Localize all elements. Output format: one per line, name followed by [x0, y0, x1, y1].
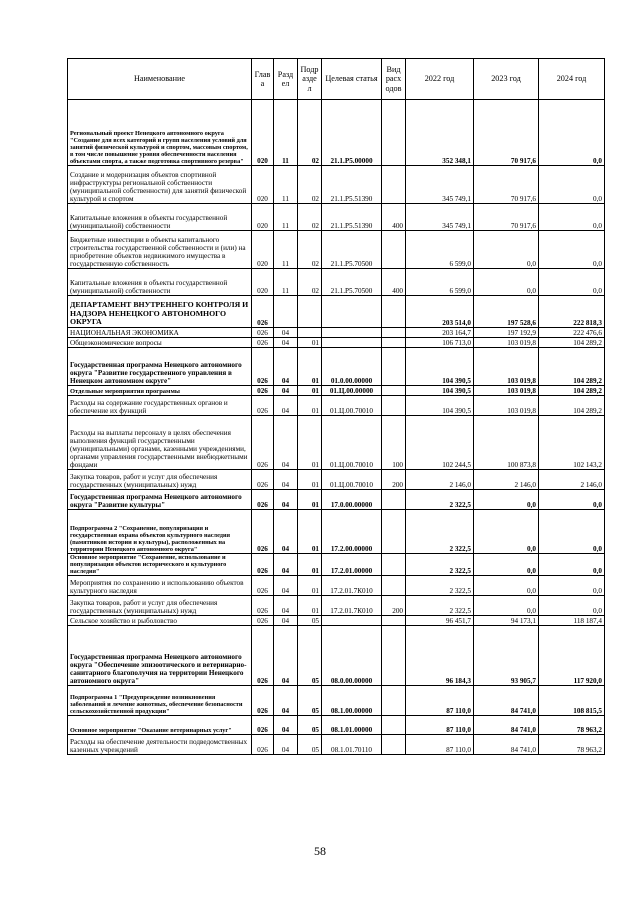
- row-2022: 87 110,0: [406, 686, 474, 716]
- table-row: [68, 616, 605, 626]
- row-section: 04: [274, 386, 298, 396]
- header-name: Наименование: [68, 59, 252, 100]
- table-row: [68, 686, 605, 716]
- row-section: 11: [274, 269, 298, 296]
- row-name: Капитальные вложения в объекты государственной (муниципальной) собственности: [68, 204, 252, 231]
- table-row: [68, 735, 605, 755]
- row-2024: 0,0: [539, 490, 605, 510]
- row-2023: 70 917,6: [474, 100, 539, 166]
- row-name: Основное мероприятие "Оказание ветеринарных услуг": [68, 716, 252, 735]
- row-type: [382, 490, 406, 510]
- row-subsection: 01: [298, 554, 322, 576]
- row-name: Региональный проект Ненецкого автономного округа "Создание для всех категорий и групп населения условий для занятий физической культурой и спортом, массовым спортом, в том числе повышение уровня обеспеченности населения объектами спорта, а также подготовка спортивного резерва": [68, 100, 252, 166]
- row-type: [382, 735, 406, 755]
- row-target: 08.1.00.00000: [322, 686, 382, 716]
- row-2024: 78 963,2: [539, 716, 605, 735]
- row-type: [382, 231, 406, 269]
- row-2023: 70 917,6: [474, 166, 539, 204]
- row-2022: 87 110,0: [406, 716, 474, 735]
- row-subsection: 01: [298, 338, 322, 348]
- row-subsection: 02: [298, 204, 322, 231]
- row-target: 01.Ц.00.00000: [322, 386, 382, 396]
- row-2023: 0,0: [474, 231, 539, 269]
- row-2024: 104 289,2: [539, 348, 605, 386]
- row-chapter: 020: [252, 204, 274, 231]
- table-row: [68, 626, 605, 686]
- row-2024: 117 920,0: [539, 626, 605, 686]
- row-chapter: 020: [252, 231, 274, 269]
- row-chapter: 026: [252, 686, 274, 716]
- row-target: 17.2.01.7К010: [322, 596, 382, 616]
- row-target: 17.2.00.00000: [322, 510, 382, 554]
- row-subsection: 05: [298, 686, 322, 716]
- row-2022: 203 164,7: [406, 328, 474, 338]
- row-2024: 108 815,5: [539, 686, 605, 716]
- table-row: [68, 204, 605, 231]
- table-row: [68, 338, 605, 348]
- row-2024: 0,0: [539, 204, 605, 231]
- row-target: 08.1.01.00000: [322, 716, 382, 735]
- row-type: [382, 386, 406, 396]
- row-2023: 197 192,9: [474, 328, 539, 338]
- header-2024: 2024 год: [539, 59, 605, 100]
- row-2024: 0,0: [539, 576, 605, 596]
- row-chapter: 026: [252, 416, 274, 470]
- row-subsection: 02: [298, 269, 322, 296]
- row-name: Капитальные вложения в объекты государственной (муниципальной) собственности: [68, 269, 252, 296]
- row-2022: 2 322,5: [406, 576, 474, 596]
- row-name: Расходы на содержание государственных органов и обеспечение их функций: [68, 396, 252, 416]
- table-row: [68, 166, 605, 204]
- row-name: Подпрограмма 2 "Сохранение, популяризация и государственная охрана объектов культурного наследия (памятников истории и культуры), расположенных на территории Ненецкого автономного округа": [68, 510, 252, 554]
- table-row: [68, 576, 605, 596]
- row-2022: 345 749,1: [406, 166, 474, 204]
- row-name: Мероприятия по сохранению и использованию объектов культурного наследия: [68, 576, 252, 596]
- row-type: [382, 686, 406, 716]
- row-name: Создание и модернизация объектов спортивной инфраструктуры региональной собственности (муниципальной собственности) для занятий физической культурой и спортом: [68, 166, 252, 204]
- row-name: Государственная программа Ненецкого автономного округа "Обеспечение эпизоотического и ветеринарно-санитарного благополучия на территории Ненецкого автономного округа": [68, 626, 252, 686]
- row-2023: 0,0: [474, 596, 539, 616]
- row-2022: 96 451,7: [406, 616, 474, 626]
- row-2024: 0,0: [539, 100, 605, 166]
- row-2023: 0,0: [474, 269, 539, 296]
- row-2023: 0,0: [474, 510, 539, 554]
- row-target: 21.1.Р5.51390: [322, 204, 382, 231]
- row-chapter: 026: [252, 348, 274, 386]
- table-row: [68, 416, 605, 470]
- row-2022: 203 514,0: [406, 296, 474, 328]
- row-2024: 222 818,3: [539, 296, 605, 328]
- row-2022: 2 322,5: [406, 490, 474, 510]
- row-target: 01.Ц.00.70010: [322, 396, 382, 416]
- row-section: 04: [274, 396, 298, 416]
- row-type: [382, 396, 406, 416]
- row-2022: 104 390,5: [406, 348, 474, 386]
- row-section: [274, 296, 298, 328]
- row-2023: 100 873,8: [474, 416, 539, 470]
- table-row: [68, 554, 605, 576]
- row-2023: 84 741,0: [474, 686, 539, 716]
- row-2023: 103 019,8: [474, 348, 539, 386]
- table-row: [68, 510, 605, 554]
- row-target: 21.1.Р5.70500: [322, 231, 382, 269]
- row-target: [322, 296, 382, 328]
- row-section: 04: [274, 576, 298, 596]
- row-type: 400: [382, 204, 406, 231]
- row-type: 400: [382, 269, 406, 296]
- row-target: [322, 338, 382, 348]
- row-target: 01.Ц.00.70010: [322, 416, 382, 470]
- row-chapter: 026: [252, 296, 274, 328]
- row-name: Закупка товаров, работ и услуг для обеспечения государственных (муниципальных) нужд: [68, 470, 252, 490]
- row-target: 17.2.01.7К010: [322, 576, 382, 596]
- table-row: [68, 328, 605, 338]
- row-name: Общеэкономические вопросы: [68, 338, 252, 348]
- row-2022: 2 322,5: [406, 510, 474, 554]
- row-type: 200: [382, 596, 406, 616]
- row-2023: 2 146,0: [474, 470, 539, 490]
- row-chapter: 026: [252, 735, 274, 755]
- row-type: [382, 328, 406, 338]
- row-section: 04: [274, 328, 298, 338]
- row-chapter: 026: [252, 510, 274, 554]
- row-type: [382, 576, 406, 596]
- row-name: ДЕПАРТАМЕНТ ВНУТРЕННЕГО КОНТРОЛЯ И НАДЗОРА НЕНЕЦКОГО АВТОНОМНОГО ОКРУГА: [68, 296, 252, 328]
- row-chapter: 026: [252, 616, 274, 626]
- row-2024: 2 146,0: [539, 470, 605, 490]
- row-2023: 197 528,6: [474, 296, 539, 328]
- row-2023: 103 019,8: [474, 386, 539, 396]
- row-target: 01.0.00.00000: [322, 348, 382, 386]
- row-2022: 2 322,5: [406, 596, 474, 616]
- row-2022: 104 390,5: [406, 396, 474, 416]
- row-target: 08.0.00.00000: [322, 626, 382, 686]
- row-2023: 0,0: [474, 554, 539, 576]
- row-chapter: 026: [252, 626, 274, 686]
- row-type: [382, 338, 406, 348]
- row-type: [382, 554, 406, 576]
- row-type: [382, 510, 406, 554]
- table-row: [68, 470, 605, 490]
- row-2023: 0,0: [474, 576, 539, 596]
- row-chapter: 026: [252, 554, 274, 576]
- row-subsection: 05: [298, 616, 322, 626]
- row-subsection: 01: [298, 490, 322, 510]
- row-2024: 0,0: [539, 231, 605, 269]
- row-2024: 102 143,2: [539, 416, 605, 470]
- row-2022: 87 110,0: [406, 735, 474, 755]
- row-name: Расходы на обеспечение деятельности подведомственных казенных учреждений: [68, 735, 252, 755]
- row-chapter: 026: [252, 576, 274, 596]
- row-section: 04: [274, 686, 298, 716]
- header-2022: 2022 год: [406, 59, 474, 100]
- row-section: 11: [274, 166, 298, 204]
- row-2024: 104 289,2: [539, 386, 605, 396]
- row-type: [382, 348, 406, 386]
- row-2023: 70 917,6: [474, 204, 539, 231]
- table-row: [68, 596, 605, 616]
- row-chapter: 020: [252, 269, 274, 296]
- row-target: 08.1.01.70110: [322, 735, 382, 755]
- row-subsection: [298, 296, 322, 328]
- row-section: 04: [274, 626, 298, 686]
- row-2023: 103 019,8: [474, 338, 539, 348]
- row-2023: 84 741,0: [474, 716, 539, 735]
- row-section: 04: [274, 470, 298, 490]
- row-2023: 0,0: [474, 490, 539, 510]
- row-2023: 103 019,8: [474, 396, 539, 416]
- row-name: Государственная программа Ненецкого автономного округа "Развитие государственного управления в Ненецком автономном округе": [68, 348, 252, 386]
- row-subsection: 01: [298, 470, 322, 490]
- row-2022: 345 749,1: [406, 204, 474, 231]
- row-2024: 0,0: [539, 596, 605, 616]
- row-subsection: 02: [298, 166, 322, 204]
- row-section: 04: [274, 735, 298, 755]
- row-section: 04: [274, 416, 298, 470]
- row-2022: 102 244,5: [406, 416, 474, 470]
- row-subsection: 01: [298, 386, 322, 396]
- row-subsection: 01: [298, 510, 322, 554]
- row-2024: 0,0: [539, 510, 605, 554]
- row-2024: 118 187,4: [539, 616, 605, 626]
- row-2022: 6 599,0: [406, 231, 474, 269]
- row-type: [382, 296, 406, 328]
- row-2022: 2 146,0: [406, 470, 474, 490]
- row-2024: 222 476,6: [539, 328, 605, 338]
- row-section: 04: [274, 338, 298, 348]
- row-subsection: [298, 328, 322, 338]
- header-row: [68, 59, 605, 100]
- row-name: Сельское хозяйство и рыболовство: [68, 616, 252, 626]
- row-name: НАЦИОНАЛЬНАЯ ЭКОНОМИКА: [68, 328, 252, 338]
- table-row: [68, 231, 605, 269]
- row-2024: 0,0: [539, 269, 605, 296]
- row-chapter: 026: [252, 396, 274, 416]
- row-subsection: 05: [298, 716, 322, 735]
- row-target: 21.1.Р5.70500: [322, 269, 382, 296]
- header-2023: 2023 год: [474, 59, 539, 100]
- row-section: 11: [274, 100, 298, 166]
- row-subsection: 05: [298, 626, 322, 686]
- table-row: [68, 396, 605, 416]
- row-2022: 352 348,1: [406, 100, 474, 166]
- page-number: 58: [314, 844, 326, 858]
- row-name: Бюджетные инвестиции в объекты капитального строительства государственной собственности и (или) на приобретение объектов недвижимого имущества в государственную собственность: [68, 231, 252, 269]
- row-chapter: 026: [252, 596, 274, 616]
- row-2022: 96 184,3: [406, 626, 474, 686]
- table-row: [68, 269, 605, 296]
- table-row: [68, 716, 605, 735]
- row-chapter: 026: [252, 716, 274, 735]
- row-type: [382, 100, 406, 166]
- row-section: 04: [274, 348, 298, 386]
- row-subsection: 01: [298, 348, 322, 386]
- row-target: 01.Ц.00.70010: [322, 470, 382, 490]
- row-name: Расходы на выплаты персоналу в целях обеспечения выполнения функций государственными (муниципальными) органами, казенными учреждениями, органами управления государственными внебюджетными фондами: [68, 416, 252, 470]
- row-target: [322, 616, 382, 626]
- row-subsection: 02: [298, 100, 322, 166]
- row-section: 04: [274, 716, 298, 735]
- row-chapter: 020: [252, 166, 274, 204]
- row-type: 200: [382, 470, 406, 490]
- row-subsection: 01: [298, 416, 322, 470]
- row-section: 04: [274, 510, 298, 554]
- row-name: Закупка товаров, работ и услуг для обеспечения государственных (муниципальных) нужд: [68, 596, 252, 616]
- row-section: 04: [274, 616, 298, 626]
- table-row: [68, 100, 605, 166]
- row-target: 21.1.Р5.51390: [322, 166, 382, 204]
- row-name: Государственная программа Ненецкого автономного округа "Развитие культуры": [68, 490, 252, 510]
- row-type: [382, 716, 406, 735]
- row-type: [382, 616, 406, 626]
- row-chapter: 026: [252, 386, 274, 396]
- row-section: 04: [274, 596, 298, 616]
- row-subsection: 01: [298, 396, 322, 416]
- header-section: Разд ел: [274, 59, 298, 100]
- row-target: [322, 328, 382, 338]
- row-section: 11: [274, 204, 298, 231]
- row-target: 21.1.Р5.00000: [322, 100, 382, 166]
- row-2024: 0,0: [539, 166, 605, 204]
- row-chapter: 026: [252, 470, 274, 490]
- row-type: [382, 626, 406, 686]
- table-row: [68, 296, 605, 328]
- row-chapter: 026: [252, 338, 274, 348]
- row-subsection: 02: [298, 231, 322, 269]
- row-chapter: 026: [252, 490, 274, 510]
- row-chapter: 026: [252, 328, 274, 338]
- row-name: Подпрограмма 1 "Предупреждение возникновения заболеваний и лечение животных, обеспечение безопасности сельскохозяйственной продукции": [68, 686, 252, 716]
- budget-table: [67, 58, 605, 755]
- table-row: [68, 386, 605, 396]
- row-type: [382, 166, 406, 204]
- row-2022: 104 390,5: [406, 386, 474, 396]
- row-2022: 106 713,0: [406, 338, 474, 348]
- table-row: [68, 490, 605, 510]
- row-target: 17.0.00.00000: [322, 490, 382, 510]
- row-2022: 6 599,0: [406, 269, 474, 296]
- row-2024: 78 963,2: [539, 735, 605, 755]
- row-section: 04: [274, 490, 298, 510]
- row-subsection: 01: [298, 576, 322, 596]
- row-chapter: 020: [252, 100, 274, 166]
- header-subsection: Подр азде л: [298, 59, 322, 100]
- row-2023: 94 173,1: [474, 616, 539, 626]
- row-2024: 0,0: [539, 554, 605, 576]
- header-target: Целевая статья: [322, 59, 382, 100]
- table-row: [68, 348, 605, 386]
- row-name: Основное мероприятие "Сохранение, использование и популяризация объектов исторического и культурного наследия": [68, 554, 252, 576]
- row-target: 17.2.01.00000: [322, 554, 382, 576]
- row-section: 11: [274, 231, 298, 269]
- row-2024: 104 289,2: [539, 396, 605, 416]
- row-type: 100: [382, 416, 406, 470]
- row-2024: 104 289,2: [539, 338, 605, 348]
- row-section: 04: [274, 554, 298, 576]
- row-2023: 93 905,7: [474, 626, 539, 686]
- header-chapter: Глав а: [252, 59, 274, 100]
- row-2022: 2 322,5: [406, 554, 474, 576]
- row-name: Отдельные мероприятия программы: [68, 386, 252, 396]
- row-2023: 84 741,0: [474, 735, 539, 755]
- header-type: Вид расх одов: [382, 59, 406, 100]
- row-subsection: 01: [298, 596, 322, 616]
- row-subsection: 05: [298, 735, 322, 755]
